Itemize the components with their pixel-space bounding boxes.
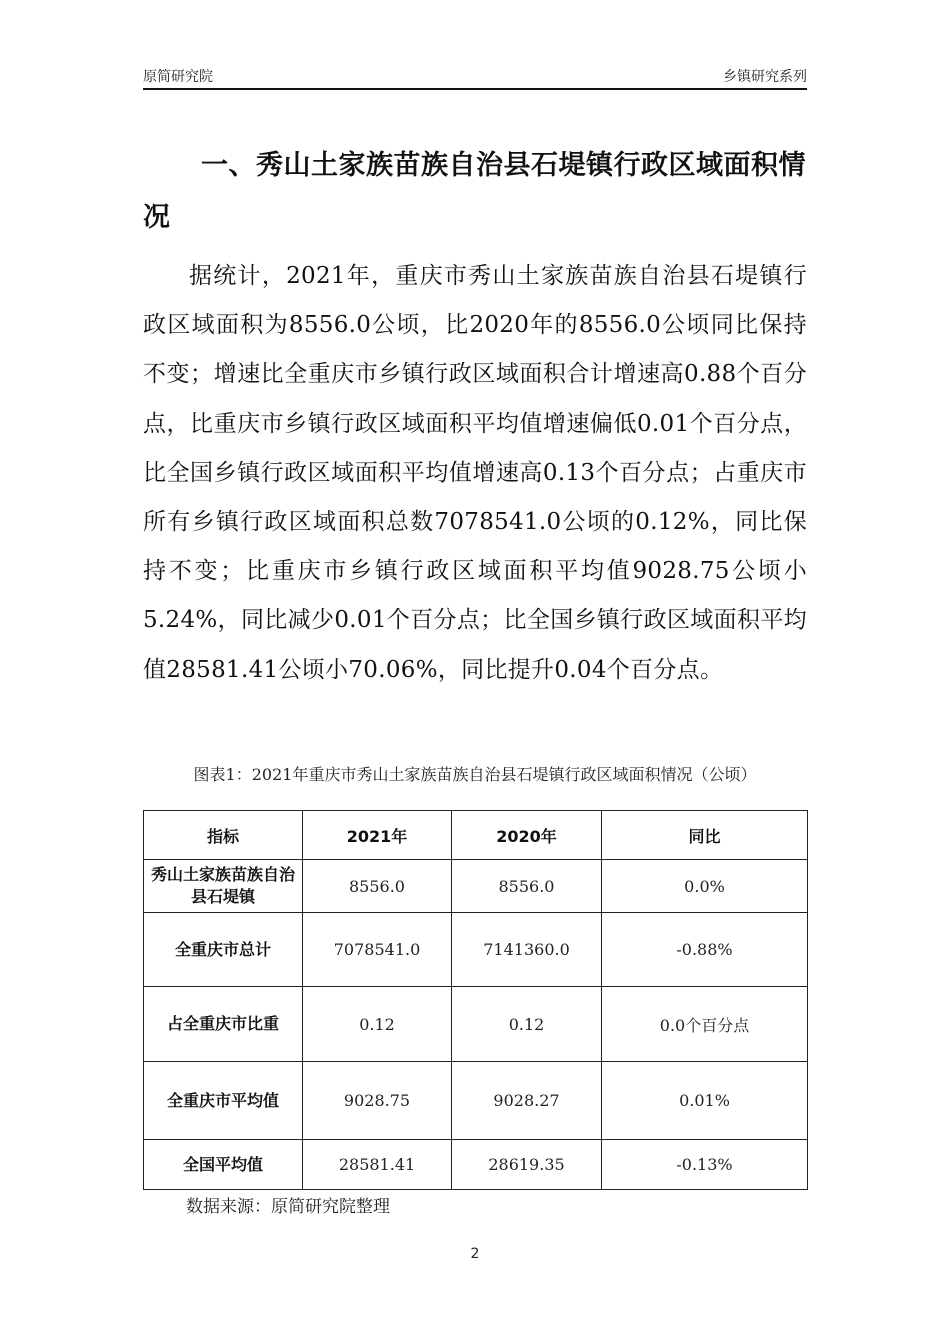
- row-label: 占全重庆市比重: [144, 987, 303, 1062]
- cell-2020: 9028.27: [452, 1062, 602, 1140]
- data-source-note: 数据来源：原简研究院整理: [186, 1197, 390, 1217]
- row-label: 全重庆市平均值: [144, 1062, 303, 1140]
- cell-yoy: 0.01%: [602, 1062, 808, 1140]
- cell-2021: 7078541.0: [303, 913, 452, 987]
- row-label: 全国平均值: [144, 1140, 303, 1190]
- section-title: 一、秀山土家族苗族自治县石堤镇行政区域面积情况: [143, 150, 806, 233]
- table-row: [144, 860, 808, 913]
- table-caption: 图表1：2021年重庆市秀山土家族苗族自治县石堤镇行政区域面积情况（公顷）: [193, 765, 757, 784]
- body-paragraph: 据统计，2021年，重庆市秀山土家族苗族自治县石堤镇行政区域面积为8556.0公顷，比2020年的8556.0公顷同比保持不变；增速比全重庆市乡镇行政区域面积合计增速高0.88个百分点，比重庆市乡镇行政区域面积平均值增速偏低0.01个百分点，比全国乡镇行政区域面积平均值增速高0.13个百分点；占重庆市所有乡镇行政区域面积总数7078541.0公顷的0.12%，同比保持不变；比重庆市乡镇行政区域面积平均值9028.75公顷小5.24%，同比减少0.01个百分点；比全国乡镇行政区域面积平均值28581.41公顷小70.06%，同比提升0.04个百分点。: [143, 263, 807, 683]
- row-label: 秀山土家族苗族自治县石堤镇: [144, 860, 303, 913]
- cell-2021: 8556.0: [303, 860, 452, 913]
- cell-yoy: 0.0%: [602, 860, 808, 913]
- table-row: [144, 1140, 808, 1190]
- cell-2020: 8556.0: [452, 860, 602, 913]
- page-number: 2: [470, 1246, 480, 1262]
- cell-yoy: 0.0个百分点: [602, 987, 808, 1062]
- table-row: [144, 1062, 808, 1140]
- header-divider: [143, 88, 807, 90]
- cell-2020: 0.12: [452, 987, 602, 1062]
- column-header-yoy: 同比: [602, 811, 808, 860]
- cell-2021: 0.12: [303, 987, 452, 1062]
- header-organization: 原简研究院: [143, 69, 213, 85]
- cell-yoy: -0.88%: [602, 913, 808, 987]
- cell-2020: 7141360.0: [452, 913, 602, 987]
- column-header-2020: 2020年: [452, 811, 602, 860]
- column-header-indicator: 指标: [144, 811, 303, 860]
- table-header-row: [144, 811, 808, 860]
- table-row: [144, 913, 808, 987]
- area-table: [143, 810, 808, 1190]
- row-label: 全重庆市总计: [144, 913, 303, 987]
- cell-2020: 28619.35: [452, 1140, 602, 1190]
- column-header-2021: 2021年: [303, 811, 452, 860]
- cell-yoy: -0.13%: [602, 1140, 808, 1190]
- header-series: 乡镇研究系列: [723, 69, 807, 85]
- cell-2021: 28581.41: [303, 1140, 452, 1190]
- page-header: [143, 66, 807, 88]
- cell-2021: 9028.75: [303, 1062, 452, 1140]
- table-row: [144, 987, 808, 1062]
